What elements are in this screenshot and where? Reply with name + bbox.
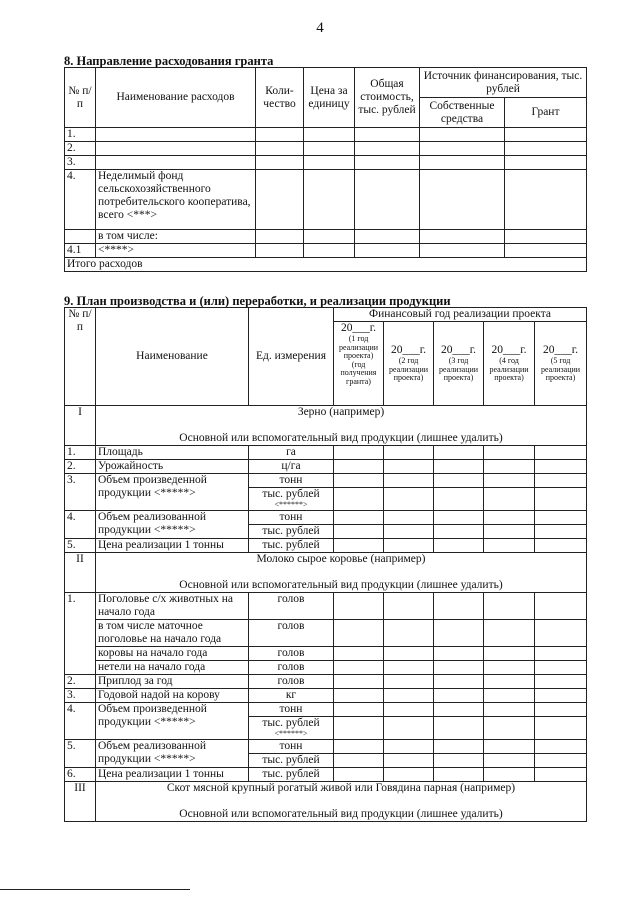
row-name: Объем реализованной продукции <*****>: [96, 740, 249, 768]
section-title: Молоко сырое коровье (например): [256, 553, 426, 565]
row-num: 1.: [65, 446, 96, 460]
section-row: [65, 782, 587, 822]
s8-header-qty: Коли-чество: [256, 68, 304, 128]
section-title-cell: [96, 406, 587, 446]
table-row: [65, 768, 587, 782]
table-row: [65, 593, 587, 620]
year1-sub: (1 год реализации проекта) (год получения гранта): [338, 334, 379, 386]
s8-header-total: Общая стоимость, тыс. рублей: [355, 68, 420, 128]
row-unit: тыс. рублей: [249, 525, 334, 539]
table-row: [65, 460, 587, 474]
row-name: Цена реализации 1 тонны: [96, 539, 249, 553]
year2-main: 20___г.: [390, 344, 427, 357]
section9-heading: 9. План производства и (или) переработки, и реализации продукции: [64, 294, 451, 308]
s9-header-name: Наименование: [96, 308, 249, 406]
unit-note: <******>: [274, 500, 308, 509]
table-row: [65, 703, 587, 717]
s9-header-year5: [535, 322, 587, 406]
row-num: 1.: [65, 128, 96, 142]
year5-sub: (5 год реализации проекта): [540, 356, 581, 383]
table-row: [65, 128, 587, 142]
section-subtitle: Основной или вспомогательный вид продукции (лишнее удалить): [179, 808, 503, 820]
row-name: Годовой надой на корову: [96, 689, 249, 703]
s8-header-source: Источник финансирования, тыс. рублей: [420, 68, 587, 98]
footnote-separator: [0, 889, 190, 890]
s8-header-name: Наименование расходов: [96, 68, 256, 128]
s8-header-num: № п/п: [65, 68, 96, 128]
row-name: Неделимый фонд сельскохозяйственного потребительского кооператива, всего <***>: [96, 170, 256, 230]
row-unit: голов: [249, 620, 334, 647]
section-num: III: [65, 782, 96, 822]
s8-header-own: Собственные средства: [420, 98, 505, 128]
row-name: <****>: [96, 244, 256, 258]
year2-sub: (2 год реализации проекта): [388, 356, 429, 383]
section9-table: [64, 307, 587, 822]
row-unit: тонн: [249, 511, 334, 525]
row-unit: голов: [249, 593, 334, 620]
s9-header-fin-year: Финансовый год реализации проекта: [334, 308, 587, 322]
s9-header-year3: [434, 322, 484, 406]
row-num: 4.: [65, 511, 96, 539]
table-row: [65, 661, 587, 675]
row-num: 2.: [65, 675, 96, 689]
row-unit: тонн: [249, 474, 334, 488]
section8-heading: 8. Направление расходования гранта: [64, 54, 274, 68]
row-unit: ц/га: [249, 460, 334, 474]
table-row: [65, 689, 587, 703]
row-num: 3.: [65, 474, 96, 511]
row-name: коровы на начало года: [96, 647, 249, 661]
row-num: 3.: [65, 689, 96, 703]
section-num: II: [65, 553, 96, 593]
row-name: Цена реализации 1 тонны: [96, 768, 249, 782]
section-subtitle: Основной или вспомогательный вид продукции (лишнее удалить): [179, 432, 503, 444]
row-num: 2.: [65, 142, 96, 156]
row-num: 5.: [65, 539, 96, 553]
total-label: Итого расходов: [65, 258, 587, 272]
table-row: [65, 156, 587, 170]
section-num: I: [65, 406, 96, 446]
row-unit: тонн: [249, 703, 334, 717]
section-row: [65, 553, 587, 593]
section-subtitle: Основной или вспомогательный вид продукции (лишнее удалить): [179, 579, 503, 591]
table-row: [65, 258, 587, 272]
row-name: Объем реализованной продукции <*****>: [96, 511, 249, 539]
row-name: Объем произведенной продукции <*****>: [96, 474, 249, 511]
row-name: [96, 142, 256, 156]
unit-text: тыс. рублей: [262, 717, 320, 729]
page-number: 4: [316, 20, 324, 36]
unit-note: <******>: [274, 729, 308, 738]
row-name: Поголовье с/х животных на начало года: [96, 593, 249, 620]
year3-sub: (3 год реализации проекта): [438, 356, 479, 383]
row-name: Приплод за год: [96, 675, 249, 689]
row-num: 4.1: [65, 244, 96, 258]
row-num: 1.: [65, 593, 96, 675]
table-row: [65, 142, 587, 156]
row-num: 4.: [65, 703, 96, 740]
s9-header-year1: [334, 322, 384, 406]
table-row: [65, 170, 587, 230]
section-title-cell: [96, 782, 587, 822]
row-name: [96, 156, 256, 170]
table-row: [65, 539, 587, 553]
table-row: [65, 675, 587, 689]
s8-header-grant: Грант: [505, 98, 587, 128]
table-row: [65, 620, 587, 647]
row-unit: тыс. рублей: [249, 539, 334, 553]
row-name: Площадь: [96, 446, 249, 460]
s9-header-year4: [484, 322, 535, 406]
row-unit: тонн: [249, 740, 334, 754]
section-title: Зерно (например): [297, 406, 385, 418]
row-num: 3.: [65, 156, 96, 170]
section-row: [65, 406, 587, 446]
row-name: в том числе:: [96, 230, 256, 244]
row-num: 6.: [65, 768, 96, 782]
table-row: [65, 230, 587, 244]
section-title: Скот мясной крупный рогатый живой или Говядина парная (например): [166, 782, 516, 794]
row-name: [96, 128, 256, 142]
row-num: [65, 230, 96, 244]
row-num: 4.: [65, 170, 96, 230]
row-unit: голов: [249, 647, 334, 661]
row-name: в том числе маточное поголовье на начало года: [96, 620, 249, 647]
row-name: Урожайность: [96, 460, 249, 474]
s8-header-price: Цена за единицу: [304, 68, 355, 128]
year3-main: 20___г.: [440, 344, 477, 357]
year5-main: 20___г.: [542, 344, 579, 357]
row-unit: голов: [249, 661, 334, 675]
row-num: 2.: [65, 460, 96, 474]
unit-text: тыс. рублей: [262, 488, 320, 500]
year1-main: 20___г.: [340, 322, 377, 334]
row-unit: тыс. рублей: [249, 754, 334, 768]
year4-main: 20___г.: [491, 344, 527, 357]
row-unit: голов: [249, 675, 334, 689]
s9-header-unit: Ед. измерения: [249, 308, 334, 406]
table-row: [65, 446, 587, 460]
table-row: [65, 740, 587, 754]
row-name: нетели на начало года: [96, 661, 249, 675]
row-unit: га: [249, 446, 334, 460]
table-row: [65, 244, 587, 258]
row-unit: [249, 488, 334, 511]
s9-header-num: № п/п: [65, 308, 96, 406]
row-unit: тыс. рублей: [249, 768, 334, 782]
s9-header-year2: [384, 322, 434, 406]
section8-table: [64, 67, 587, 272]
year4-sub: (4 год реализации проекта): [489, 356, 529, 383]
table-row: [65, 474, 587, 488]
row-num: 5.: [65, 740, 96, 768]
row-unit: [249, 717, 334, 740]
row-name: Объем произведенной продукции <*****>: [96, 703, 249, 740]
table-row: [65, 647, 587, 661]
table-row: [65, 511, 587, 525]
row-unit: кг: [249, 689, 334, 703]
section-title-cell: [96, 553, 587, 593]
